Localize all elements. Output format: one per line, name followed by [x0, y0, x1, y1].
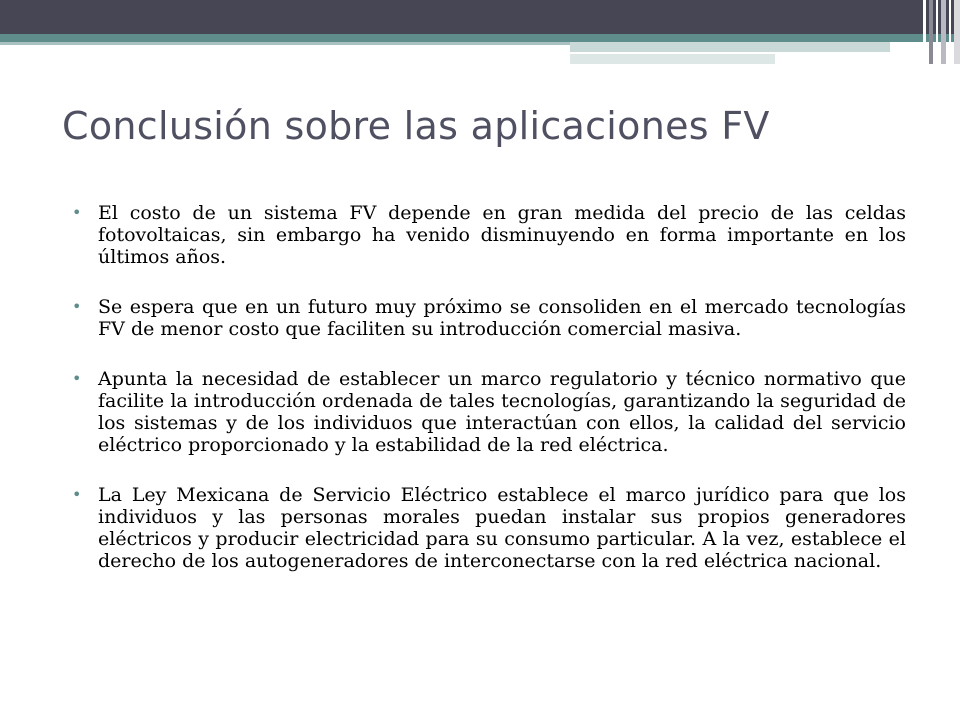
bullet-icon: •: [72, 297, 82, 316]
bullet-item: [72, 484, 906, 572]
bullet-item: [72, 296, 906, 340]
slide-title: Conclusión sobre las aplicaciones FV: [62, 104, 770, 148]
bullet-text: Apunta la necesidad de establecer un marco regulatorio y técnico normativo que facilite la introducción ordenada de tales tecnologías, garantizando la seguridad de los sistemas y de los individuos que interactúan con ellos, la calidad del servicio eléctrico proporcionado y la estabilidad de la red eléctrica.: [98, 368, 906, 456]
bullet-text: El costo de un sistema FV depende en gran medida del precio de las celdas fotovoltaicas, sin embargo ha venido disminuyendo en forma importante en los últimos años.: [98, 202, 906, 268]
header-bar: [0, 0, 960, 34]
header-decorative-bars: [920, 0, 960, 64]
bullet-icon: •: [72, 203, 82, 222]
bullet-item: [72, 202, 906, 268]
bullet-list: [72, 202, 906, 600]
bullet-icon: •: [72, 485, 82, 504]
bullet-text: La Ley Mexicana de Servicio Eléctrico establece el marco jurídico para que los individuos y las personas morales puedan instalar sus propios generadores eléctricos y producir electricidad para su consumo particular. A la vez, establece el derecho de los autogeneradores de interconectarse con la red eléctrica nacional.: [98, 484, 906, 572]
header-accent-tab-secondary: [570, 54, 775, 64]
bullet-text: Se espera que en un futuro muy próximo se consoliden en el mercado tecnologías FV de menor costo que faciliten su introducción comercial masiva.: [98, 296, 906, 340]
bullet-item: [72, 368, 906, 456]
header-accent-stripe: [0, 34, 960, 42]
header-accent-tab: [570, 42, 890, 54]
header-accent-line: [0, 42, 570, 45]
bullet-icon: •: [72, 369, 82, 388]
